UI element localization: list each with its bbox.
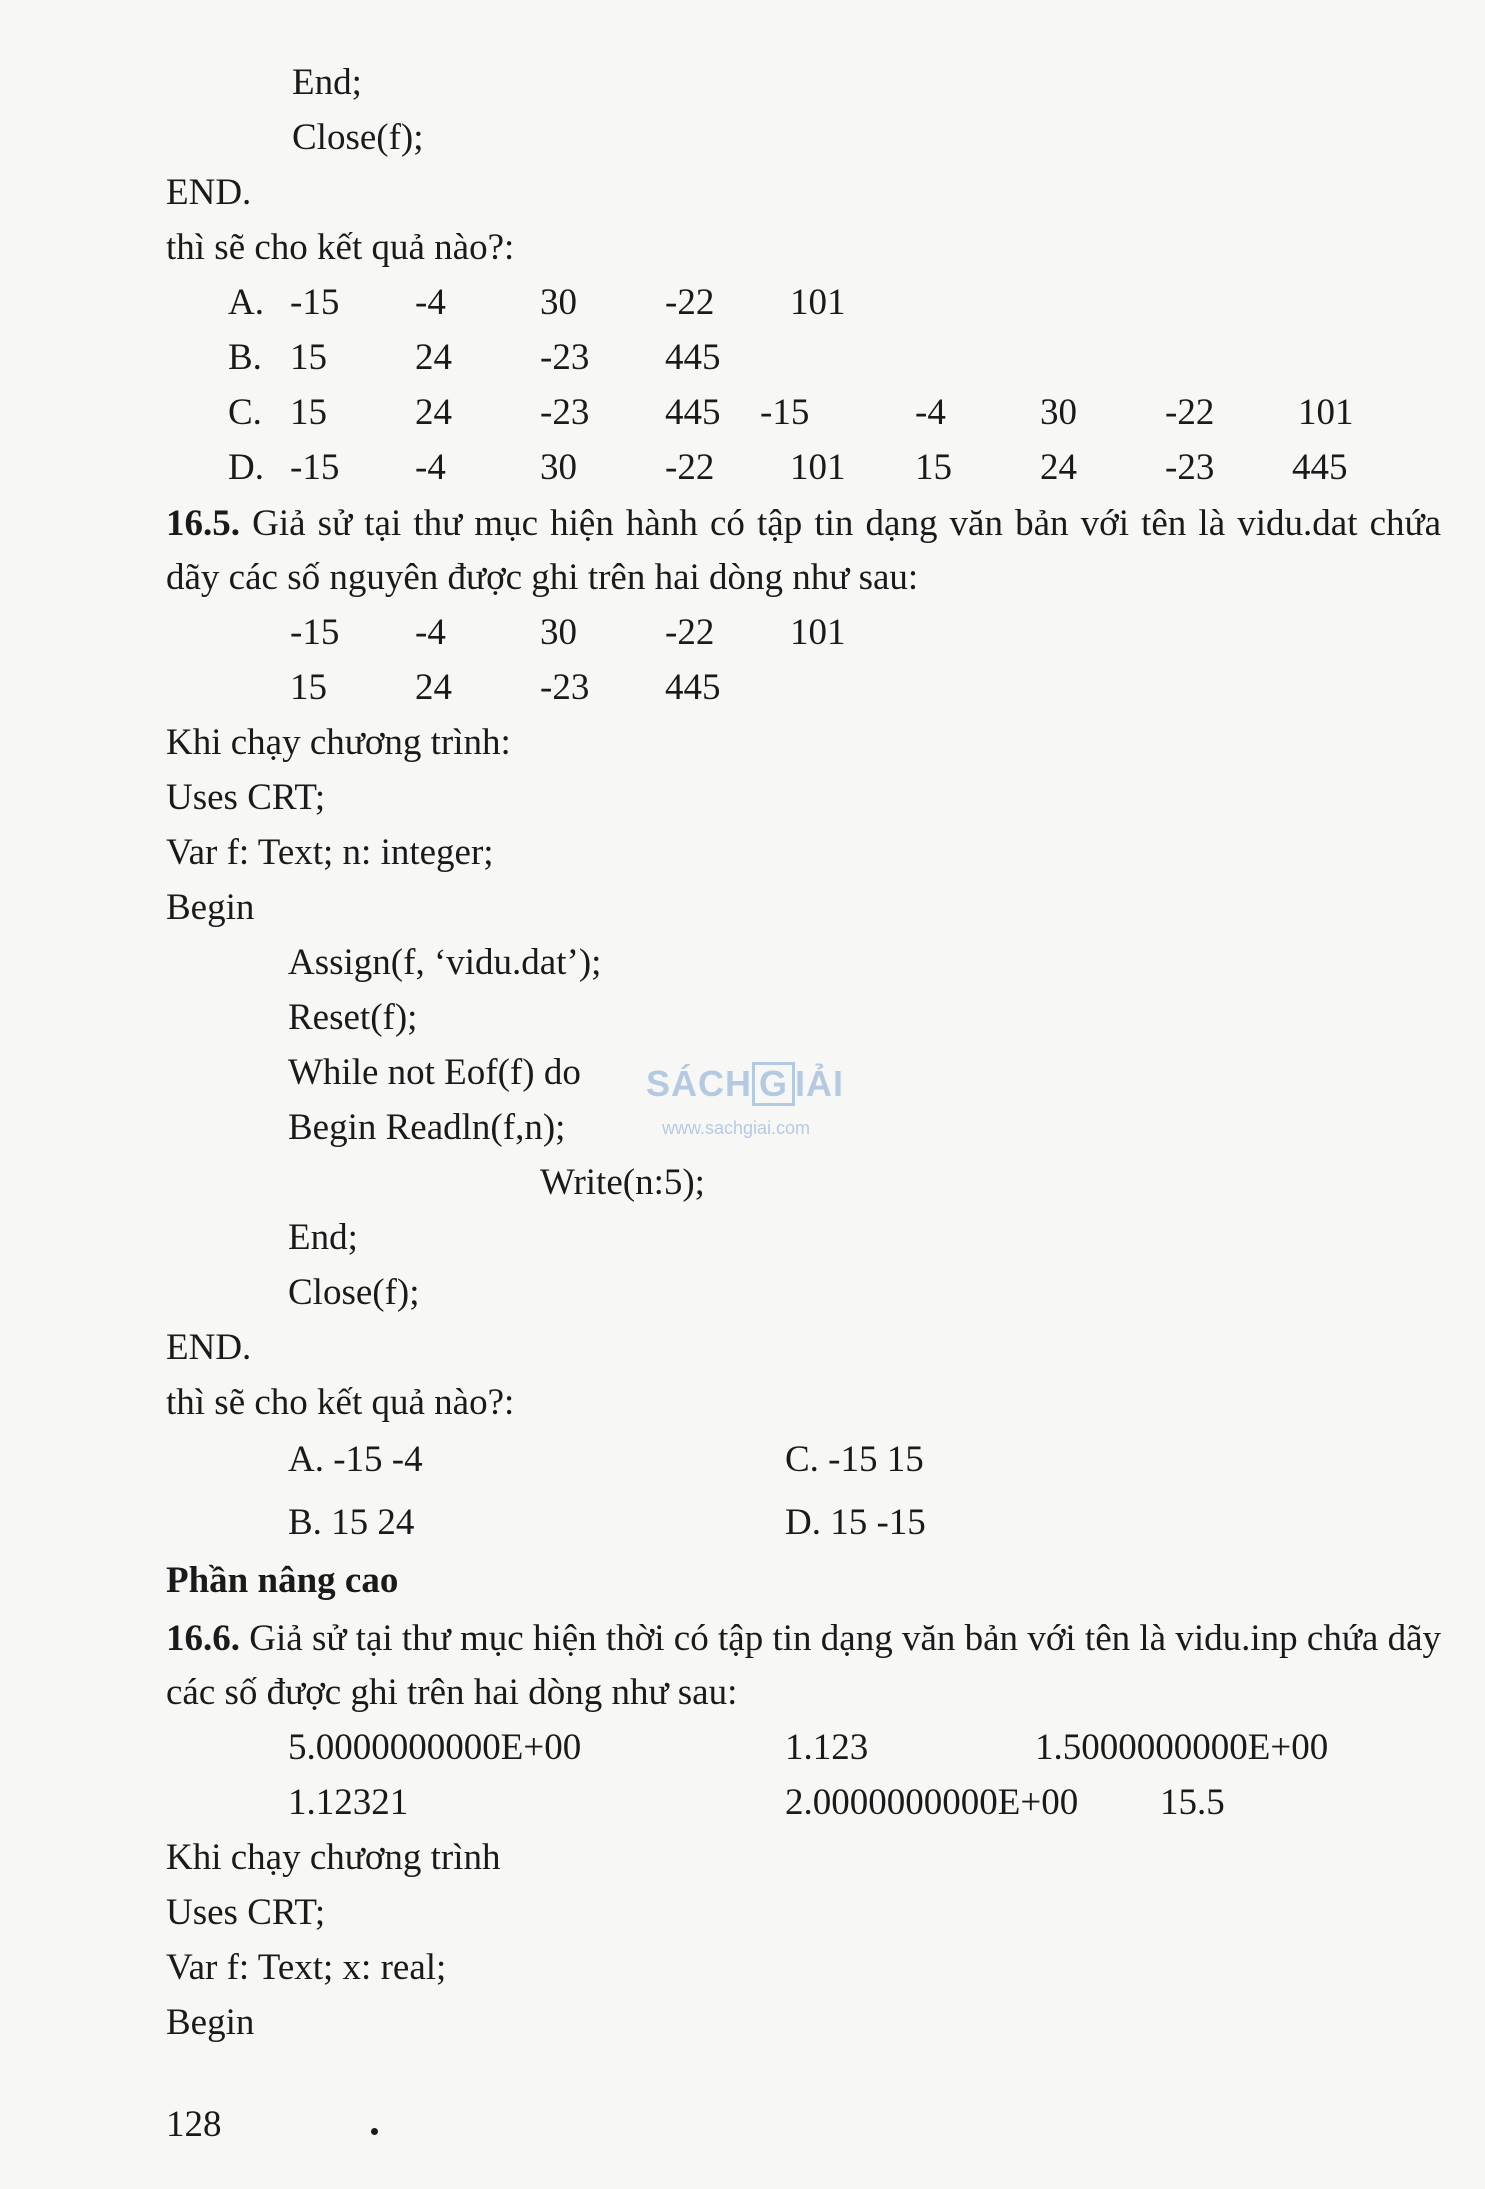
value: 15.5	[1160, 1782, 1225, 1823]
value: 15	[290, 667, 327, 708]
value: 24	[415, 392, 452, 433]
value: 101	[790, 447, 846, 488]
page-number: 128	[166, 2104, 222, 2145]
code-line: Assign(f, ‘vidu.dat’);	[288, 942, 602, 983]
value: 15	[290, 337, 327, 378]
value: -22	[665, 447, 715, 488]
option-label: B.	[228, 337, 262, 378]
value: -15	[760, 392, 810, 433]
question-prompt: thì sẽ cho kết quả nào?:	[166, 1382, 515, 1423]
value: -23	[540, 337, 590, 378]
value: 15	[290, 392, 327, 433]
code-line: Close(f);	[288, 1272, 420, 1313]
option-label: D.	[228, 447, 264, 488]
value: 15	[915, 447, 952, 488]
code-line: Var f: Text; n: integer;	[166, 832, 494, 873]
value: -4	[915, 392, 946, 433]
value: 445	[665, 337, 721, 378]
value: -22	[665, 612, 715, 653]
watermark-logo	[640, 1050, 860, 1160]
value: 30	[540, 612, 577, 653]
value: 445	[1292, 447, 1348, 488]
value: 445	[665, 667, 721, 708]
code-end: End;	[292, 62, 362, 103]
code-line: While not Eof(f) do	[288, 1052, 581, 1093]
value: -4	[415, 612, 446, 653]
code-line: Khi chạy chương trình	[166, 1837, 501, 1878]
question-16-5	[166, 497, 1441, 605]
question-number: 16.5.	[166, 503, 240, 544]
question-16-6	[166, 1612, 1441, 1720]
watermark-url: www.sachgiai.com	[662, 1118, 811, 1138]
value: -15	[290, 282, 340, 323]
question-text: Giả sử tại thư mục hiện hành có tập tin dạng văn bản với tên là vidu.dat chứa dãy các số nguyên được ghi trên hai dòng như sau:	[166, 503, 1441, 598]
question-text: Giả sử tại thư mục hiện thời có tập tin dạng văn bản với tên là vidu.inp chứa dãy các số được ghi trên hai dòng như sau:	[166, 1618, 1441, 1713]
value: -4	[415, 447, 446, 488]
option-label: C.	[228, 392, 262, 433]
option-d: D. 15 -15	[785, 1502, 926, 1543]
code-end-program: END.	[166, 172, 252, 213]
code-line: Begin	[166, 2002, 255, 2043]
code-line: Khi chạy chương trình:	[166, 722, 511, 763]
value: -22	[665, 282, 715, 323]
code-line: End;	[288, 1217, 358, 1258]
value: 101	[790, 612, 846, 653]
code-line: Begin	[166, 887, 255, 928]
ink-speck	[371, 2128, 378, 2135]
value: 1.5000000000E+00	[1035, 1727, 1329, 1768]
code-line: END.	[166, 1327, 252, 1368]
code-line: Uses CRT;	[166, 1892, 326, 1933]
value: 1.12321	[288, 1782, 409, 1823]
value: 30	[540, 282, 577, 323]
code-line: Reset(f);	[288, 997, 418, 1038]
code-line: Begin Readln(f,n);	[288, 1107, 566, 1148]
code-close: Close(f);	[292, 117, 424, 158]
value: 101	[1298, 392, 1354, 433]
value: 24	[1040, 447, 1077, 488]
option-label: A.	[228, 282, 264, 323]
watermark-brand: SÁCH G IẢI	[646, 1063, 845, 1104]
value: 5.0000000000E+00	[288, 1727, 582, 1768]
value: -23	[1165, 447, 1215, 488]
value: 445	[665, 392, 721, 433]
value: 30	[1040, 392, 1077, 433]
code-line: Write(n:5);	[540, 1162, 705, 1203]
option-b: B. 15 24	[288, 1502, 415, 1543]
value: 30	[540, 447, 577, 488]
value: -4	[415, 282, 446, 323]
value: -23	[540, 392, 590, 433]
value: -15	[290, 447, 340, 488]
value: 24	[415, 667, 452, 708]
value: 24	[415, 337, 452, 378]
option-a: A. -15 -4	[288, 1439, 423, 1480]
question-number: 16.6.	[166, 1618, 240, 1659]
code-line: Var f: Text; x: real;	[166, 1947, 447, 1988]
option-c: C. -15 15	[785, 1439, 924, 1480]
value: 101	[790, 282, 846, 323]
value: 1.123	[785, 1727, 869, 1768]
value: -22	[1165, 392, 1215, 433]
question-prompt: thì sẽ cho kết quả nào?:	[166, 227, 515, 268]
code-line: Uses CRT;	[166, 777, 326, 818]
value: -23	[540, 667, 590, 708]
value: 2.0000000000E+00	[785, 1782, 1079, 1823]
value: -15	[290, 612, 340, 653]
section-heading: Phần nâng cao	[166, 1560, 399, 1601]
